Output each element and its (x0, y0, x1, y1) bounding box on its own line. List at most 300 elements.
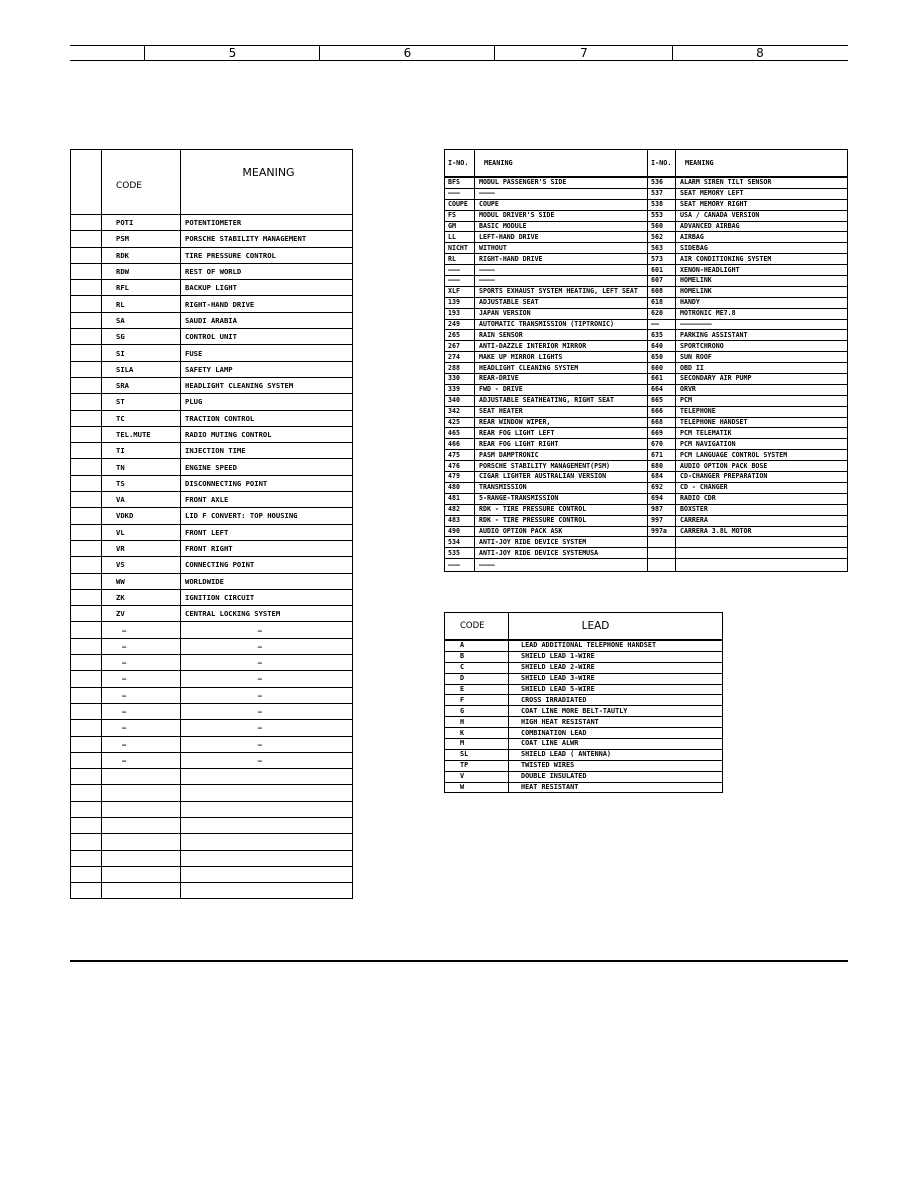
table-row (445, 728, 723, 739)
ino-cell: 537 (648, 188, 676, 199)
table-row (445, 482, 848, 493)
ino-cell: 534 (445, 537, 475, 548)
code-header: CODE (102, 150, 181, 215)
lead-code-cell: H (445, 717, 509, 728)
ino-cell: 664 (648, 384, 676, 395)
meaning-cell: REAR FOG LIGHT RIGHT (475, 439, 648, 450)
code-table-margin (71, 426, 102, 442)
table-row (71, 866, 353, 882)
meaning-cell: REAR-DRIVE (475, 374, 648, 385)
meaning-cell: INJECTION TIME (181, 443, 353, 459)
meaning-cell: CARRERA 3.8L MOTOR (676, 526, 848, 537)
meaning-cell: FUSE (181, 345, 353, 361)
ino-cell: 425 (445, 417, 475, 428)
meaning-cell: ADJUSTABLE SEAT (475, 297, 648, 308)
ino-cell (648, 559, 676, 572)
meaning-cell: SPORTS EXHAUST SYSTEM HEATING, LEFT SEAT (475, 286, 648, 297)
table-row (71, 280, 353, 296)
code-cell: — (102, 752, 181, 768)
ino-cell: 562 (648, 232, 676, 243)
meaning-cell: — (181, 736, 353, 752)
meaning-cell: REAR WINDOW WIPER, (475, 417, 648, 428)
table-row (71, 329, 353, 345)
ino-cell: GM (445, 221, 475, 232)
table-row (445, 308, 848, 319)
code-table-margin (71, 752, 102, 768)
lead-code-cell: M (445, 739, 509, 750)
ino-cell: 668 (648, 417, 676, 428)
meaning-cell: PCM (676, 395, 848, 406)
table-row (71, 410, 353, 426)
code-table-margin (71, 557, 102, 573)
table-row (445, 493, 848, 504)
meaning-cell: SUN ROOF (676, 352, 848, 363)
table-row (71, 850, 353, 866)
ino-cell: 671 (648, 450, 676, 461)
table-row (445, 265, 848, 276)
ino-cell: 635 (648, 330, 676, 341)
code-table-margin (71, 345, 102, 361)
meaning-cell: LEFT-HAND DRIVE (475, 232, 648, 243)
code-cell: SI (102, 345, 181, 361)
code-lead-table (444, 612, 723, 793)
table-row (71, 720, 353, 736)
lead-cell: HIGH HEAT RESISTANT (509, 717, 723, 728)
code-table-margin (71, 589, 102, 605)
table-row (445, 177, 848, 188)
meaning-cell: MODUL DRIVER'S SIDE (475, 210, 648, 221)
meaning-cell: ———— (475, 265, 648, 276)
ino-cell: 553 (648, 210, 676, 221)
meaning-cell: ———— (475, 188, 648, 199)
code-table-margin (71, 329, 102, 345)
ino-cell: BFS (445, 177, 475, 188)
meaning-cell: TELEPHONE HANDSET (676, 417, 848, 428)
table-row (445, 695, 723, 706)
lead-code-cell: W (445, 782, 509, 793)
meaning-cell: FRONT LEFT (181, 524, 353, 540)
code-cell: — (102, 703, 181, 719)
table-row (71, 312, 353, 328)
meaning-cell: JAPAN VERSION (475, 308, 648, 319)
code-table-margin (71, 492, 102, 508)
code-cell: — (102, 622, 181, 638)
table-row (71, 540, 353, 556)
table-row (445, 363, 848, 374)
code-cell: — (102, 687, 181, 703)
lead-code-header: CODE (445, 613, 509, 641)
table-row (71, 573, 353, 589)
table-row (71, 492, 353, 508)
meaning-cell: FRONT RIGHT (181, 540, 353, 556)
lead-code-cell: SL (445, 749, 509, 760)
meaning-cell: SEAT MEMORY LEFT (676, 188, 848, 199)
meaning-cell: BASIC MODULE (475, 221, 648, 232)
table-row (445, 515, 848, 526)
lead-code-cell: A (445, 640, 509, 651)
table-row (445, 717, 723, 728)
meaning-cell: CIGAR LIGHTER AUSTRALIAN VERSION (475, 472, 648, 483)
ino-cell: 692 (648, 482, 676, 493)
lead-cell: CROSS IRRADIATED (509, 695, 723, 706)
table-row (445, 548, 848, 559)
meaning-cell: PCM NAVIGATION (676, 439, 848, 450)
code-table-margin (71, 394, 102, 410)
meaning-cell: HANDY (676, 297, 848, 308)
meaning-cell: SEAT HEATER (475, 406, 648, 417)
table-row (445, 188, 848, 199)
meaning-cell: — (181, 671, 353, 687)
code-cell: SILA (102, 361, 181, 377)
ino-meaning-table (444, 149, 848, 572)
code-cell: POTI (102, 215, 181, 231)
ino-table-header (445, 150, 848, 178)
code-table-margin (71, 215, 102, 231)
table-row (71, 769, 353, 785)
code-table-margin (71, 312, 102, 328)
code-table-margin (71, 280, 102, 296)
table-row (445, 673, 723, 684)
meaning-cell: SIDEBAG (676, 243, 848, 254)
ino-cell: 249 (445, 319, 475, 330)
table-row (71, 345, 353, 361)
meaning-cell: COUPE (475, 199, 648, 210)
code-cell: ST (102, 394, 181, 410)
code-table-margin (71, 720, 102, 736)
ino-cell: 288 (445, 363, 475, 374)
code-table-margin (71, 475, 102, 491)
code-table-margin (71, 866, 102, 882)
lead-code-cell: V (445, 771, 509, 782)
bottom-rule (70, 960, 848, 962)
code-cell: SG (102, 329, 181, 345)
ino-cell: ——— (445, 188, 475, 199)
table-row (445, 341, 848, 352)
lead-table-header (445, 613, 723, 641)
meaning-cell: — (181, 622, 353, 638)
ino-cell: 330 (445, 374, 475, 385)
ino-cell: 476 (445, 461, 475, 472)
code-cell: VA (102, 492, 181, 508)
ino-cell: 608 (648, 286, 676, 297)
code-cell (102, 834, 181, 850)
table-row (445, 504, 848, 515)
lead-cell: HEAT RESISTANT (509, 782, 723, 793)
code-cell: TC (102, 410, 181, 426)
ino-cell: 665 (648, 395, 676, 406)
lead-cell: SHIELD LEAD 3-WIRE (509, 673, 723, 684)
ino-cell: 538 (648, 199, 676, 210)
code-table-margin (71, 524, 102, 540)
meaning-cell: TRACTION CONTROL (181, 410, 353, 426)
ino-cell: 607 (648, 276, 676, 287)
meaning-cell: — (181, 687, 353, 703)
meaning-cell: SAUDI ARABIA (181, 312, 353, 328)
meaning-cell: SECONDARY AIR PUMP (676, 374, 848, 385)
code-cell: RDK (102, 247, 181, 263)
table-row (71, 655, 353, 671)
table-row (71, 508, 353, 524)
meaning-cell: ANTI-JOY RIDE DEVICE SYSTEM (475, 537, 648, 548)
code-table-margin (71, 459, 102, 475)
lead-code-cell: C (445, 662, 509, 673)
meaning-cell: FWD - DRIVE (475, 384, 648, 395)
meaning-cell: AUDIO OPTION PACK BOSE (676, 461, 848, 472)
code-cell: ZK (102, 589, 181, 605)
ino-cell: 479 (445, 472, 475, 483)
code-table-margin (71, 361, 102, 377)
meaning-cell: XENON-HEADLIGHT (676, 265, 848, 276)
table-row (445, 210, 848, 221)
lead-code-cell: TP (445, 760, 509, 771)
ino-cell: 466 (445, 439, 475, 450)
meaning-cell: SAFETY LAMP (181, 361, 353, 377)
meaning-cell: — (181, 752, 353, 768)
table-row (445, 254, 848, 265)
code-cell (102, 866, 181, 882)
table-row (445, 417, 848, 428)
table-row (445, 384, 848, 395)
table-row (445, 559, 848, 572)
lead-cell: SHIELD LEAD 2-WIRE (509, 662, 723, 673)
code-table-margin (71, 817, 102, 833)
meaning-cell: — (181, 638, 353, 654)
ino-cell: 684 (648, 472, 676, 483)
code-table-margin (71, 671, 102, 687)
ino-header-2: I-NO. (648, 150, 676, 178)
ino-cell: 490 (445, 526, 475, 537)
table-row (71, 231, 353, 247)
ino-cell: 563 (648, 243, 676, 254)
table-row (445, 221, 848, 232)
meaning-header-1: MEANING (475, 150, 648, 178)
table-row (71, 671, 353, 687)
meaning-cell: PORSCHE STABILITY MANAGEMENT (181, 231, 353, 247)
lead-cell: SHIELD LEAD ( ANTENNA) (509, 749, 723, 760)
table-row (445, 406, 848, 417)
ino-cell: 339 (445, 384, 475, 395)
table-row (445, 771, 723, 782)
table-row (71, 475, 353, 491)
ino-cell: 265 (445, 330, 475, 341)
code-table-margin (71, 801, 102, 817)
ino-cell: 480 (445, 482, 475, 493)
table-row (71, 785, 353, 801)
ino-cell: 573 (648, 254, 676, 265)
meaning-cell: RDK - TIRE PRESSURE CONTROL (475, 504, 648, 515)
code-table-margin (71, 263, 102, 279)
code-meaning-table (70, 149, 353, 899)
code-cell (102, 769, 181, 785)
meaning-cell: TIRE PRESSURE CONTROL (181, 247, 353, 263)
code-table-margin (71, 850, 102, 866)
lead-cell: COAT LINE ALWR (509, 739, 723, 750)
table-row (445, 286, 848, 297)
table-row (445, 439, 848, 450)
code-cell: SRA (102, 377, 181, 393)
code-cell: TEL.MUTE (102, 426, 181, 442)
table-row (445, 319, 848, 330)
lead-code-cell: E (445, 684, 509, 695)
table-row (71, 361, 353, 377)
table-row (445, 374, 848, 385)
table-row (445, 330, 848, 341)
code-table-margin (71, 883, 102, 899)
lead-cell: LEAD ADDITIONAL TELEPHONE HANDSET (509, 640, 723, 651)
table-row (445, 526, 848, 537)
ino-header-1: I-NO. (445, 150, 475, 178)
lead-cell: SHIELD LEAD 5-WIRE (509, 684, 723, 695)
meaning-cell: RIGHT-HAND DRIVE (475, 254, 648, 265)
ino-cell: 342 (445, 406, 475, 417)
table-row (71, 883, 353, 899)
meaning-cell (676, 559, 848, 572)
code-table-header (71, 150, 353, 215)
table-row (71, 687, 353, 703)
table-row (71, 215, 353, 231)
meaning-cell: PLUG (181, 394, 353, 410)
meaning-cell: LID F CONVERT: TOP HOUSING (181, 508, 353, 524)
lead-code-cell: G (445, 706, 509, 717)
meaning-cell: ———— (475, 559, 648, 572)
code-cell: VL (102, 524, 181, 540)
ruler-column-6: 6 (319, 46, 495, 60)
ruler-column-8: 8 (672, 46, 847, 60)
meaning-cell: ANTI-JOY RIDE DEVICE SYSTEMUSA (475, 548, 648, 559)
meaning-cell: MOTRONIC ME7.8 (676, 308, 848, 319)
code-cell (102, 817, 181, 833)
ino-cell: 661 (648, 374, 676, 385)
ruler-column-5: 5 (144, 46, 320, 60)
ino-cell: XLF (445, 286, 475, 297)
ino-cell: 618 (648, 297, 676, 308)
lead-code-cell: F (445, 695, 509, 706)
lead-code-cell: D (445, 673, 509, 684)
meaning-cell: RDK - TIRE PRESSURE CONTROL (475, 515, 648, 526)
meaning-header-2: MEANING (676, 150, 848, 178)
meaning-cell: 5-RANGE-TRANSMISSION (475, 493, 648, 504)
code-table-margin (71, 655, 102, 671)
code-table-margin (71, 573, 102, 589)
ino-cell: 193 (445, 308, 475, 319)
table-row (71, 817, 353, 833)
meaning-cell: ALARM SIREN TILT SENSOR (676, 177, 848, 188)
code-table-margin (71, 687, 102, 703)
table-row (71, 443, 353, 459)
ino-cell: 274 (445, 352, 475, 363)
table-row (445, 352, 848, 363)
table-row (445, 651, 723, 662)
meaning-cell: WORLDWIDE (181, 573, 353, 589)
lead-cell: TWISTED WIRES (509, 760, 723, 771)
code-cell: ZV (102, 606, 181, 622)
code-table-margin (71, 231, 102, 247)
meaning-cell: OBD II (676, 363, 848, 374)
meaning-cell: REAR FOG LIGHT LEFT (475, 428, 648, 439)
meaning-cell: BOXSTER (676, 504, 848, 515)
meaning-cell: PCM LANGUAGE CONTROL SYSTEM (676, 450, 848, 461)
meaning-cell: ADVANCED AIRBAG (676, 221, 848, 232)
meaning-cell: BACKUP LIGHT (181, 280, 353, 296)
ino-cell: ——— (445, 276, 475, 287)
ruler-column-blank (70, 46, 144, 60)
ino-cell: 139 (445, 297, 475, 308)
ino-cell: ——— (445, 265, 475, 276)
meaning-cell: — (181, 703, 353, 719)
ruler-column-7: 7 (494, 46, 673, 60)
table-row (445, 395, 848, 406)
column-ruler (70, 45, 848, 61)
table-row (71, 801, 353, 817)
table-row (71, 638, 353, 654)
table-row (71, 589, 353, 605)
ino-cell: 997a (648, 526, 676, 537)
meaning-cell: HOMELINK (676, 276, 848, 287)
table-row (71, 426, 353, 442)
code-table-margin (71, 769, 102, 785)
ino-cell: LL (445, 232, 475, 243)
meaning-cell: CONTROL UNIT (181, 329, 353, 345)
ino-cell: —— (648, 319, 676, 330)
code-table-margin (71, 703, 102, 719)
table-row (71, 752, 353, 768)
meaning-cell: CENTRAL LOCKING SYSTEM (181, 606, 353, 622)
ino-cell: NICHT (445, 243, 475, 254)
table-row (445, 450, 848, 461)
code-cell: RL (102, 296, 181, 312)
code-table-margin (71, 150, 102, 215)
table-row (71, 524, 353, 540)
code-table-margin (71, 443, 102, 459)
meaning-cell (676, 537, 848, 548)
ino-cell: ——— (445, 559, 475, 572)
table-row (445, 706, 723, 717)
ino-cell: 660 (648, 363, 676, 374)
code-table-margin (71, 834, 102, 850)
meaning-cell: PCM TELEMATIK (676, 428, 848, 439)
lead-cell: SHIELD LEAD 1-WIRE (509, 651, 723, 662)
ino-cell: 669 (648, 428, 676, 439)
code-cell: — (102, 671, 181, 687)
lead-cell: COMBINATION LEAD (509, 728, 723, 739)
ino-cell: 997 (648, 515, 676, 526)
meaning-cell: DISCONNECTING POINT (181, 475, 353, 491)
meaning-cell (676, 548, 848, 559)
meaning-cell (181, 801, 353, 817)
code-table-margin (71, 377, 102, 393)
table-row (71, 834, 353, 850)
code-cell: WW (102, 573, 181, 589)
code-cell: VS (102, 557, 181, 573)
meaning-cell: FRONT AXLE (181, 492, 353, 508)
ino-cell: 475 (445, 450, 475, 461)
meaning-cell (181, 834, 353, 850)
code-cell: VR (102, 540, 181, 556)
meaning-cell: RIGHT-HAND DRIVE (181, 296, 353, 312)
meaning-cell (181, 866, 353, 882)
meaning-cell: CONNECTING POINT (181, 557, 353, 573)
code-cell (102, 785, 181, 801)
meaning-cell (181, 850, 353, 866)
ino-cell (648, 548, 676, 559)
code-cell: — (102, 736, 181, 752)
code-cell (102, 883, 181, 899)
code-table-margin (71, 247, 102, 263)
meaning-cell: IGNITION CIRCUIT (181, 589, 353, 605)
meaning-cell: TRANSMISSION (475, 482, 648, 493)
table-row (445, 243, 848, 254)
meaning-cell: POTENTIOMETER (181, 215, 353, 231)
